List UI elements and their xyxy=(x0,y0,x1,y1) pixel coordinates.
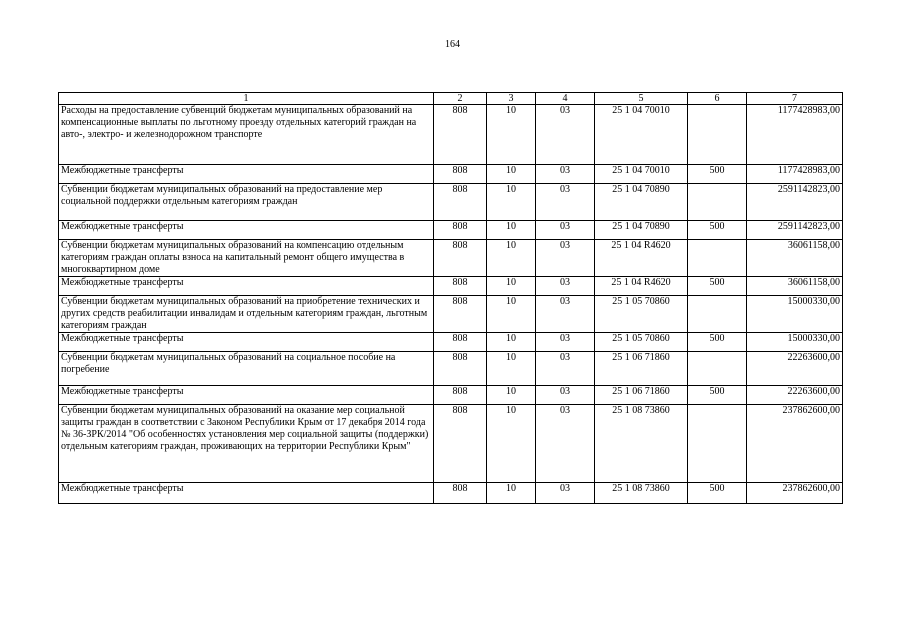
target-article-cell: 25 1 06 71860 xyxy=(595,352,688,386)
name-cell: Межбюджетные трансферты xyxy=(59,386,434,405)
table-header-row xyxy=(59,93,843,105)
header-cell: 4 xyxy=(536,93,595,105)
target-article-cell: 25 1 04 70010 xyxy=(595,105,688,165)
expense-type-cell: 500 xyxy=(688,386,747,405)
header-cell: 2 xyxy=(434,93,487,105)
expense-type-cell xyxy=(688,296,747,333)
admin-code-cell: 808 xyxy=(434,221,487,240)
amount-cell: 15000330,00 xyxy=(747,333,843,352)
amount-cell: 15000330,00 xyxy=(747,296,843,333)
expense-type-cell xyxy=(688,184,747,221)
name-cell: Межбюджетные трансферты xyxy=(59,165,434,184)
amount-cell: 237862600,00 xyxy=(747,483,843,504)
subsection-cell: 03 xyxy=(536,386,595,405)
subsection-cell: 03 xyxy=(536,184,595,221)
section-cell: 10 xyxy=(487,277,536,296)
admin-code-cell: 808 xyxy=(434,165,487,184)
target-article-cell: 25 1 04 R4620 xyxy=(595,240,688,277)
header-cell: 3 xyxy=(487,93,536,105)
amount-cell: 36061158,00 xyxy=(747,240,843,277)
table-row xyxy=(59,184,843,221)
name-cell: Субвенции бюджетам муниципальных образований на социальное пособие на погребение xyxy=(59,352,434,386)
name-cell: Межбюджетные трансферты xyxy=(59,277,434,296)
name-cell: Субвенции бюджетам муниципальных образований на оказание мер социальной защиты граждан в соответствии с Законом Республики Крым от 17 декабря 2014 года № 36-ЗРК/2014 "Об особенностях установления мер социальной защиты (поддержки) отдельным категориям граждан, проживающих на территории Республики Крым" xyxy=(59,405,434,483)
name-cell: Межбюджетные трансферты xyxy=(59,221,434,240)
target-article-cell: 25 1 08 73860 xyxy=(595,405,688,483)
amount-cell: 1177428983,00 xyxy=(747,165,843,184)
admin-code-cell: 808 xyxy=(434,405,487,483)
target-article-cell: 25 1 04 R4620 xyxy=(595,277,688,296)
admin-code-cell: 808 xyxy=(434,333,487,352)
target-article-cell: 25 1 05 70860 xyxy=(595,296,688,333)
name-cell: Межбюджетные трансферты xyxy=(59,333,434,352)
table-row xyxy=(59,333,843,352)
name-cell: Расходы на предоставление субвенций бюджетам муниципальных образований на компенсационные выплаты по льготному проезду отдельных категорий граждан на авто-, электро- и железнодорожном транспорте xyxy=(59,105,434,165)
expense-type-cell: 500 xyxy=(688,165,747,184)
table-row xyxy=(59,483,843,504)
section-cell: 10 xyxy=(487,221,536,240)
name-cell: Субвенции бюджетам муниципальных образований на приобретение технических и других средств реабилитации инвалидам и отдельным категориям граждан, льготным категориям граждан xyxy=(59,296,434,333)
section-cell: 10 xyxy=(487,483,536,504)
table-row xyxy=(59,352,843,386)
expense-type-cell: 500 xyxy=(688,221,747,240)
section-cell: 10 xyxy=(487,165,536,184)
admin-code-cell: 808 xyxy=(434,296,487,333)
admin-code-cell: 808 xyxy=(434,483,487,504)
amount-cell: 2591142823,00 xyxy=(747,184,843,221)
admin-code-cell: 808 xyxy=(434,386,487,405)
amount-cell: 36061158,00 xyxy=(747,277,843,296)
section-cell: 10 xyxy=(487,333,536,352)
budget-table xyxy=(58,92,843,504)
table-row xyxy=(59,165,843,184)
name-cell: Межбюджетные трансферты xyxy=(59,483,434,504)
table-row xyxy=(59,405,843,483)
expense-type-cell xyxy=(688,105,747,165)
expense-type-cell: 500 xyxy=(688,483,747,504)
subsection-cell: 03 xyxy=(536,483,595,504)
name-cell: Субвенции бюджетам муниципальных образований на предоставление мер социальной поддержки отдельным категориям граждан xyxy=(59,184,434,221)
section-cell: 10 xyxy=(487,105,536,165)
amount-cell: 2591142823,00 xyxy=(747,221,843,240)
section-cell: 10 xyxy=(487,296,536,333)
section-cell: 10 xyxy=(487,352,536,386)
header-cell: 6 xyxy=(688,93,747,105)
subsection-cell: 03 xyxy=(536,296,595,333)
admin-code-cell: 808 xyxy=(434,352,487,386)
admin-code-cell: 808 xyxy=(434,105,487,165)
table-row xyxy=(59,240,843,277)
expense-type-cell xyxy=(688,352,747,386)
page-number: 164 xyxy=(445,39,460,50)
section-cell: 10 xyxy=(487,405,536,483)
admin-code-cell: 808 xyxy=(434,184,487,221)
target-article-cell: 25 1 05 70860 xyxy=(595,333,688,352)
expense-type-cell xyxy=(688,240,747,277)
subsection-cell: 03 xyxy=(536,165,595,184)
header-cell: 5 xyxy=(595,93,688,105)
subsection-cell: 03 xyxy=(536,240,595,277)
header-cell: 7 xyxy=(747,93,843,105)
table-row xyxy=(59,386,843,405)
subsection-cell: 03 xyxy=(536,405,595,483)
name-cell: Субвенции бюджетам муниципальных образований на компенсацию отдельным категориям граждан оплаты взноса на капитальный ремонт общего имущества в многоквартирном доме xyxy=(59,240,434,277)
subsection-cell: 03 xyxy=(536,221,595,240)
section-cell: 10 xyxy=(487,184,536,221)
target-article-cell: 25 1 04 70010 xyxy=(595,165,688,184)
section-cell: 10 xyxy=(487,240,536,277)
section-cell: 10 xyxy=(487,386,536,405)
amount-cell: 22263600,00 xyxy=(747,352,843,386)
expense-type-cell xyxy=(688,405,747,483)
amount-cell: 237862600,00 xyxy=(747,405,843,483)
subsection-cell: 03 xyxy=(536,277,595,296)
table-row xyxy=(59,221,843,240)
expense-type-cell: 500 xyxy=(688,277,747,296)
table-row xyxy=(59,105,843,165)
subsection-cell: 03 xyxy=(536,105,595,165)
subsection-cell: 03 xyxy=(536,333,595,352)
table-row xyxy=(59,296,843,333)
amount-cell: 22263600,00 xyxy=(747,386,843,405)
target-article-cell: 25 1 06 71860 xyxy=(595,386,688,405)
admin-code-cell: 808 xyxy=(434,277,487,296)
expense-type-cell: 500 xyxy=(688,333,747,352)
admin-code-cell: 808 xyxy=(434,240,487,277)
table-row xyxy=(59,277,843,296)
header-cell: 1 xyxy=(59,93,434,105)
target-article-cell: 25 1 04 70890 xyxy=(595,184,688,221)
amount-cell: 1177428983,00 xyxy=(747,105,843,165)
target-article-cell: 25 1 08 73860 xyxy=(595,483,688,504)
target-article-cell: 25 1 04 70890 xyxy=(595,221,688,240)
subsection-cell: 03 xyxy=(536,352,595,386)
